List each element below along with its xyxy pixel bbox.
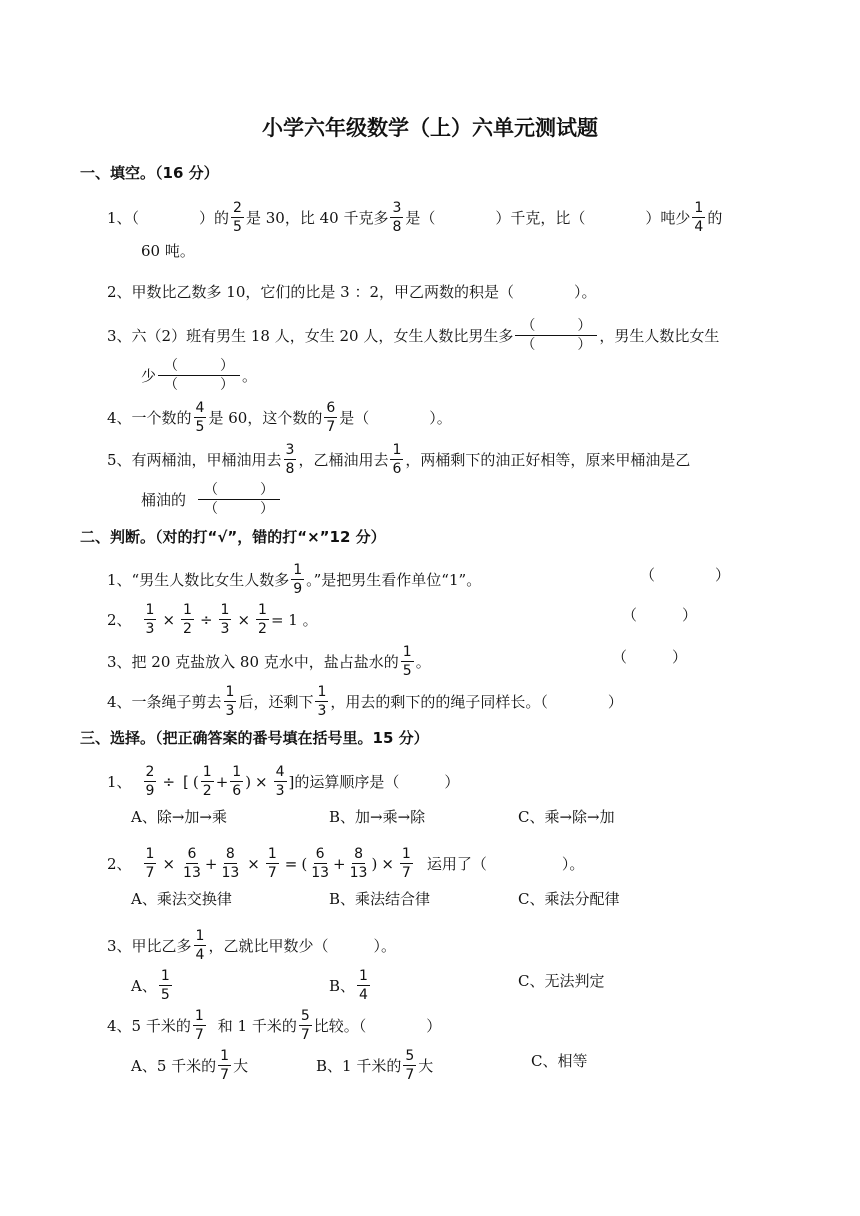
fill-q2 [107, 281, 597, 303]
fraction-1-3 [315, 684, 328, 719]
times-symbol: × [255, 772, 268, 791]
fill-q1-text-d: 的 [707, 208, 723, 227]
choice-q4-text-b: 和 1 千米的 [217, 1016, 297, 1035]
fill-q1-text-b: 是 30，比 40 千克多 [245, 208, 389, 227]
numerator: 1 [293, 562, 303, 578]
denominator: 13 [311, 865, 330, 881]
section-fill-in: 一、填空。（16 分） [80, 164, 219, 182]
numerator: 1 [392, 442, 402, 458]
denominator: 3 [317, 703, 327, 719]
choice-q2-text-b: 运用了（ ）。 [426, 854, 585, 873]
numerator-blank: （ ） [158, 358, 240, 376]
numerator: 3 [392, 200, 402, 216]
option-label: A、5 千米的 [131, 1056, 217, 1075]
fraction-1-7 [266, 846, 279, 881]
judge-q2-text-b: = 1 。 [270, 610, 318, 629]
denominator: 6 [392, 461, 402, 477]
denominator: 3 [225, 703, 235, 719]
page-title: 小学六年级数学（上）六单元测试题 [262, 116, 598, 140]
fraction-1-3 [219, 602, 232, 637]
denominator: 7 [326, 419, 336, 435]
choice-q1-option-c[interactable]: C、乘→除→加 [518, 808, 615, 826]
denominator: 8 [392, 219, 402, 235]
denominator: 5 [402, 663, 412, 679]
choice-q2-option-c[interactable]: C、乘法分配律 [518, 890, 620, 908]
numerator: 4 [275, 764, 285, 780]
choice-q2 [107, 846, 584, 881]
denominator: 5 [195, 419, 205, 435]
section-choice: 三、选择。（把正确答案的番号填在括号里。15 分） [80, 729, 429, 747]
fraction-3-8 [284, 442, 297, 477]
fraction-1-6 [390, 442, 403, 477]
option-label: B、1 千米的 [316, 1056, 402, 1075]
fill-q1-text-a: 1、（ ）的 [107, 208, 230, 227]
fraction-1-5 [159, 968, 172, 1003]
numerator: 1 [359, 968, 368, 984]
numerator: 5 [300, 1008, 310, 1024]
right-paren: ) [371, 854, 378, 873]
choice-q1-number: 1、 [107, 772, 132, 791]
fraction-2-9 [144, 764, 157, 799]
choice-q1-option-b[interactable]: B、加→乘→除 [329, 808, 426, 826]
numerator: 3 [285, 442, 295, 458]
choice-q2-option-a[interactable]: A、乘法交换律 [131, 890, 232, 908]
divide-symbol: ÷ [199, 610, 213, 629]
fraction-1-2 [181, 602, 194, 637]
fill-q3-line2 [141, 358, 257, 393]
numerator: 1 [145, 846, 155, 862]
denominator: 13 [349, 865, 368, 881]
fill-q2-text: 2、甲数比乙数多 10，它们的比是 3 ：2，甲乙两数的积是（ ）。 [107, 283, 597, 301]
choice-q2-number: 2、 [107, 854, 132, 873]
choice-q2-option-b[interactable]: B、乘法结合律 [329, 890, 431, 908]
fill-q4 [107, 400, 452, 435]
choice-q4-text-a: 4、5 千米的 [107, 1016, 191, 1035]
denominator: 4 [359, 987, 368, 1003]
fraction-1-5 [401, 644, 414, 679]
denominator-blank: （ ） [521, 337, 592, 353]
equals-symbol: = [284, 854, 298, 873]
fraction-1-2 [256, 602, 269, 637]
fraction-1-7 [144, 846, 157, 881]
numerator: 6 [315, 846, 325, 862]
fraction-1-6 [230, 764, 243, 799]
judge-q1-answer-blank[interactable]: （ ） [640, 566, 731, 584]
judge-q3-text-b: 。 [415, 652, 431, 671]
fraction-1-4 [194, 928, 207, 963]
fill-q3-text-d: 。 [242, 366, 258, 385]
fraction-1-7 [193, 1008, 206, 1043]
denominator: 5 [233, 219, 242, 235]
denominator: 7 [300, 1027, 310, 1043]
denominator: 3 [145, 621, 155, 637]
judge-q4-text-a: 4、一条绳子剪去 [107, 692, 222, 711]
fill-q5-text-c: ，两桶剩下的油正好相等，原来甲桶油是乙 [405, 450, 691, 469]
judge-q3-answer-blank[interactable]: （ ） [612, 648, 688, 666]
denominator: 2 [183, 621, 192, 637]
denominator: 7 [194, 1027, 204, 1043]
fill-q3-text-a: 3、六（2）班有男生 18 人，女生 20 人，女生人数比男生多 [107, 326, 514, 345]
judge-q4-text-c: ，用去的剩下的的绳子同样长。（ ） [330, 692, 623, 711]
denominator: 4 [195, 947, 205, 963]
judge-q4-text-b: 后，还剩下 [238, 692, 314, 711]
fraction-1-7 [400, 846, 413, 881]
choice-q4-text-c: 比较。（ ） [313, 1016, 442, 1035]
fill-q4-text-a: 4、一个数的 [107, 408, 192, 427]
denominator: 8 [285, 461, 295, 477]
fill-q5-text-a: 5、有两桶油，甲桶油用去 [107, 450, 282, 469]
plus-symbol: + [215, 772, 229, 791]
fill-q1-line2 [141, 240, 195, 262]
fill-q4-text-c: 是（ ）。 [339, 408, 452, 427]
fill-q3-line1 [107, 318, 719, 353]
numerator: 1 [232, 764, 242, 780]
fill-q4-text-b: 是 60，这个数的 [208, 408, 323, 427]
judge-q1-text-a: 1、“男生人数比女生人数多 [107, 570, 290, 589]
numerator: 2 [145, 764, 155, 780]
times-symbol: × [237, 610, 251, 629]
denominator-blank: （ ） [204, 501, 275, 517]
denominator: 9 [293, 581, 303, 597]
numerator: 1 [202, 764, 212, 780]
judge-q1-text-b: 。”是把男生看作单位“1”。 [306, 570, 482, 589]
numerator: 1 [401, 846, 411, 862]
left-bracket: [ [183, 772, 189, 791]
numerator: 1 [145, 602, 155, 618]
choice-q3-text-a: 3、甲比乙多 [107, 936, 192, 955]
times-symbol: × [162, 854, 176, 873]
denominator: 2 [202, 783, 212, 799]
choice-q3-text-b: ，乙就比甲数少（ ）。 [208, 936, 396, 955]
left-paren: ( [301, 854, 308, 873]
fraction-1-4 [357, 968, 370, 1003]
fraction-5-7 [299, 1008, 312, 1043]
choice-q3-option-a[interactable] [131, 968, 174, 1003]
numerator: 1 [220, 1048, 230, 1064]
fraction-6-7 [324, 400, 337, 435]
denominator: 2 [258, 621, 267, 637]
denominator: 7 [267, 865, 277, 881]
choice-q1-option-a[interactable]: A、除→加→乘 [131, 808, 227, 826]
choice-q4 [107, 1008, 441, 1043]
numerator: 5 [405, 1048, 415, 1064]
fraction-2-5 [231, 200, 244, 235]
fraction-1-4 [692, 200, 705, 235]
fraction-3-8 [390, 200, 403, 235]
fraction-1-2 [201, 764, 214, 799]
option-label: B、 [329, 976, 356, 995]
choice-q1 [107, 764, 459, 799]
judge-q3 [107, 644, 431, 679]
left-paren: ( [192, 772, 199, 791]
numerator: 1 [694, 200, 704, 216]
choice-q4-option-a[interactable] [131, 1048, 248, 1083]
denominator: 7 [405, 1067, 415, 1083]
divide-symbol: ÷ [162, 772, 176, 791]
times-symbol: × [247, 854, 260, 873]
denominator: 7 [401, 865, 411, 881]
judge-q2 [107, 602, 318, 637]
numerator: 1 [195, 928, 205, 944]
fraction-6-13 [309, 846, 331, 881]
numerator: 1 [402, 644, 412, 660]
numerator: 1 [225, 684, 235, 700]
fill-q3-text-c: 少 [141, 366, 157, 385]
denominator: 6 [232, 783, 242, 799]
numerator: 8 [225, 846, 235, 862]
section-judge: 二、判断。（对的打“√”，错的打“×”12 分） [80, 528, 386, 546]
fill-q1-text-e: 60 吨。 [141, 242, 195, 260]
fill-q1-text-c: 是（ ）千克，比（ ）吨少 [405, 208, 691, 227]
fraction-4-5 [194, 400, 207, 435]
denominator: 5 [160, 987, 170, 1003]
numerator: 8 [354, 846, 363, 862]
choice-q1-text-b: ]的运算顺序是（ ） [288, 772, 460, 791]
option-suffix: 大 [233, 1056, 249, 1075]
choice-q4-option-c[interactable]: C、相等 [531, 1052, 588, 1070]
judge-q2-number: 2、 [107, 610, 132, 629]
numerator: 1 [317, 684, 327, 700]
numerator-blank: （ ） [515, 318, 597, 336]
numerator: 2 [233, 200, 242, 216]
denominator: 13 [221, 865, 240, 881]
option-suffix: 大 [418, 1056, 434, 1075]
choice-q3-option-c[interactable]: C、无法判定 [518, 972, 605, 990]
fill-q3-text-b: ，男生人数比女生 [599, 326, 720, 345]
numerator: 6 [187, 846, 197, 862]
option-label: A、 [131, 976, 157, 995]
numerator: 1 [258, 602, 267, 618]
blank-fraction[interactable] [198, 482, 280, 517]
blank-fraction[interactable] [158, 358, 240, 393]
fill-q1-line1 [107, 200, 722, 235]
denominator: 13 [183, 865, 201, 881]
denominator: 4 [694, 219, 704, 235]
denominator: 3 [220, 621, 230, 637]
fraction-1-9 [291, 562, 304, 597]
times-symbol: × [381, 854, 394, 873]
fraction-1-3 [144, 602, 157, 637]
denominator: 9 [145, 783, 155, 799]
plus-symbol: + [333, 854, 346, 873]
right-paren: ) [245, 772, 252, 791]
blank-fraction[interactable] [515, 318, 597, 353]
fraction-8-13 [219, 846, 241, 881]
numerator: 1 [160, 968, 170, 984]
judge-q2-answer-blank[interactable]: （ ） [622, 606, 698, 624]
choice-q3-option-b[interactable] [329, 968, 372, 1003]
fill-q5-line1 [107, 442, 690, 477]
fill-q5-text-b: ，乙桶油用去 [298, 450, 389, 469]
denominator: 7 [145, 865, 155, 881]
judge-q4 [107, 684, 623, 719]
denominator: 7 [220, 1067, 230, 1083]
denominator: 3 [275, 783, 285, 799]
choice-q4-option-b[interactable] [316, 1048, 433, 1083]
fill-q5-text-d: 桶油的 [141, 490, 187, 509]
judge-q1 [107, 562, 481, 597]
judge-q3-text-a: 3、把 20 克盐放入 80 克水中，盐占盐水的 [107, 652, 399, 671]
times-symbol: × [162, 610, 176, 629]
numerator: 4 [195, 400, 205, 416]
numerator: 6 [326, 400, 336, 416]
fill-q5-line2 [141, 482, 282, 517]
numerator: 1 [183, 602, 192, 618]
fraction-4-3 [274, 764, 287, 799]
numerator: 1 [267, 846, 277, 862]
numerator-blank: （ ） [198, 482, 280, 500]
fraction-8-13 [348, 846, 370, 881]
numerator: 1 [194, 1008, 204, 1024]
denominator-blank: （ ） [164, 377, 235, 393]
fraction-1-3 [224, 684, 237, 719]
fraction-6-13 [181, 846, 203, 881]
choice-q3 [107, 928, 396, 963]
plus-symbol: + [204, 854, 218, 873]
fraction-5-7 [403, 1048, 416, 1083]
fraction-1-7 [218, 1048, 231, 1083]
numerator: 1 [220, 602, 230, 618]
